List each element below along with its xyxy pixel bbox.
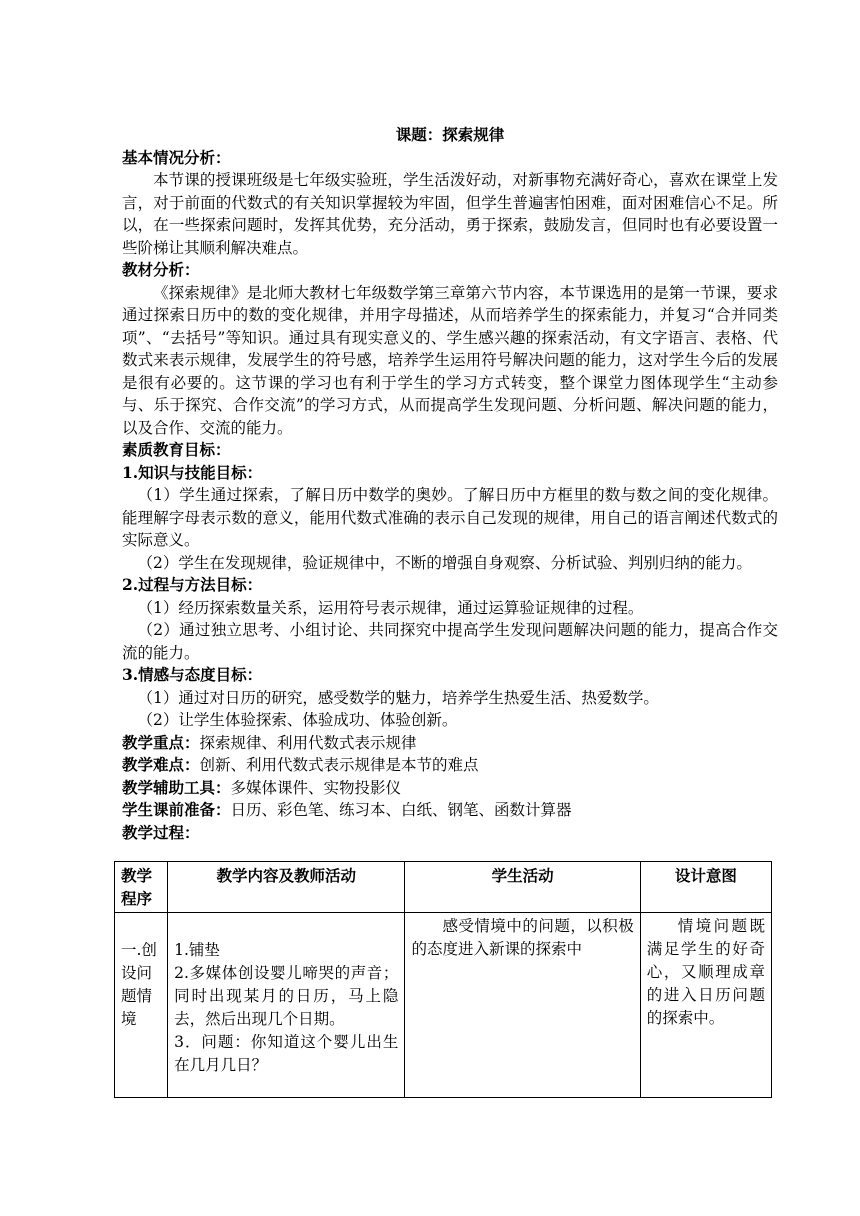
- header-design-intent: 设计意图: [640, 862, 771, 913]
- goal1-heading: 1.知识与技能目标：: [122, 462, 263, 482]
- tools-text: 多媒体课件、实物投影仪: [230, 778, 402, 797]
- process-heading: 教学过程：: [122, 822, 200, 842]
- difficulty-label: 教学难点：: [122, 755, 200, 774]
- material-heading: 教材分析：: [122, 260, 200, 279]
- header-teacher-activity: 教学内容及教师活动: [168, 862, 405, 913]
- header-step: 教学程序: [115, 862, 168, 913]
- goal3-item2: （2）让学生体验探索、体验成功、体验创新。: [137, 711, 458, 729]
- teaching-process-table: [114, 861, 772, 1098]
- tools-line: [122, 777, 778, 800]
- table-row: [115, 913, 772, 1098]
- goal2-item1: （1）经历探索数量关系，运用符号表示规律，通过运算验证规律的过程。: [137, 598, 644, 617]
- difficulty-text: 创新、利用代数式表示规律是本节的难点: [199, 756, 479, 774]
- goal1-item2: （2）学生在发现规律，验证规律中，不断的增强自身观察、分析试验、判别归纳的能力。: [137, 553, 752, 572]
- cell-student-activity: 感受情境中的问题，以积极的态度进入新课的探索中: [405, 913, 640, 1098]
- tools-label: 教学辅助工具：: [122, 777, 231, 797]
- key-point-line: [122, 732, 778, 755]
- page-title: 课题：探索规律: [395, 125, 505, 144]
- goal2-item2: （2）通过独立思考、小组讨论、共同探究中提高学生发现问题解决问题的能力，提高合作交流的能力。: [122, 621, 778, 662]
- key-point-label: 教学重点：: [122, 732, 200, 752]
- basic-paragraph: 本节课的授课班级是七年级实验班，学生活泼好动，对新事物充满好奇心，喜欢在课堂上发言，对于前面的代数式的有关知识掌握较为牢固，但学生普遍害怕困难，面对困难信心不足。所以，在一些探索问题时，发挥其优势，充分活动，勇于探索，鼓励发言，但同时也有必要设置一些阶梯让其顺利解决难点。: [122, 171, 778, 257]
- goal3-heading: 3.情感与态度目标：: [122, 665, 263, 684]
- goal3-item1: （1）通过对日历的研究，感受数学的魅力，培养学生热爱生活、热爱数学。: [137, 688, 659, 707]
- document-body: [122, 124, 778, 844]
- cell-design-intent: 情境问题既满足学生的好奇心，又顺理成章的进入日历问题的探索中。: [640, 913, 771, 1098]
- table-header-row: [115, 862, 772, 913]
- teach-item-1: 1.铺垫: [174, 941, 220, 959]
- teach-item-3: 3．问题：你知道这个婴儿出生在几月几日？: [174, 1033, 399, 1074]
- header-student-activity: 学生活动: [405, 862, 640, 913]
- prep-text: 日历、彩色笔、练习本、白纸、钢笔、函数计算器: [230, 801, 572, 819]
- goal2-heading: 2.过程与方法目标：: [122, 575, 263, 594]
- difficulty-line: [122, 754, 778, 777]
- goals-heading: 素质教育目标：: [122, 440, 231, 459]
- teach-item-2: 2.多媒体创设婴儿啼哭的声音；同时出现某月的日历，马上隐去，然后出现几个日期。: [174, 964, 399, 1028]
- key-point-text: 探索规律、利用代数式表示规律: [199, 733, 417, 752]
- prep-line: [122, 799, 778, 822]
- cell-step: 一.创设问题情境: [115, 913, 168, 1098]
- basic-heading: 基本情况分析：: [122, 147, 231, 167]
- prep-label: 学生课前准备：: [122, 800, 231, 819]
- cell-teacher-activity: [168, 913, 405, 1098]
- goal1-item1: （1）学生通过探索，了解日历中数学的奥妙。了解日历中方框里的数与数之间的变化规律。能理解字母表示数的意义，能用代数式准确的表示自己发现的规律，用自己的语言阐述代数式的实际意义。: [122, 486, 778, 549]
- material-paragraph: 《探索规律》是北师大教材七年级数学第三章第六节内容，本节课选用的是第一节课，要求通过探索日历中的数的变化规律，并用字母描述，从而培养学生的探索能力，并复习“合并同类项”、“去括号”等知识。通过具有现实意义的、学生感兴趣的探索活动，有文字语言、表格、代数式来表示规律，发展学生的符号感，培养学生运用符号解决问题的能力，这对学生今后的发展是很有必要的。这节课的学习也有利于学生的学习方式转变，整个课堂力图体现学生“主动参与、乐于探究、合作交流”的学习方式，从而提高学生发现问题、分析问题、解决问题的能力，以及合作、交流的能力。: [122, 283, 778, 437]
